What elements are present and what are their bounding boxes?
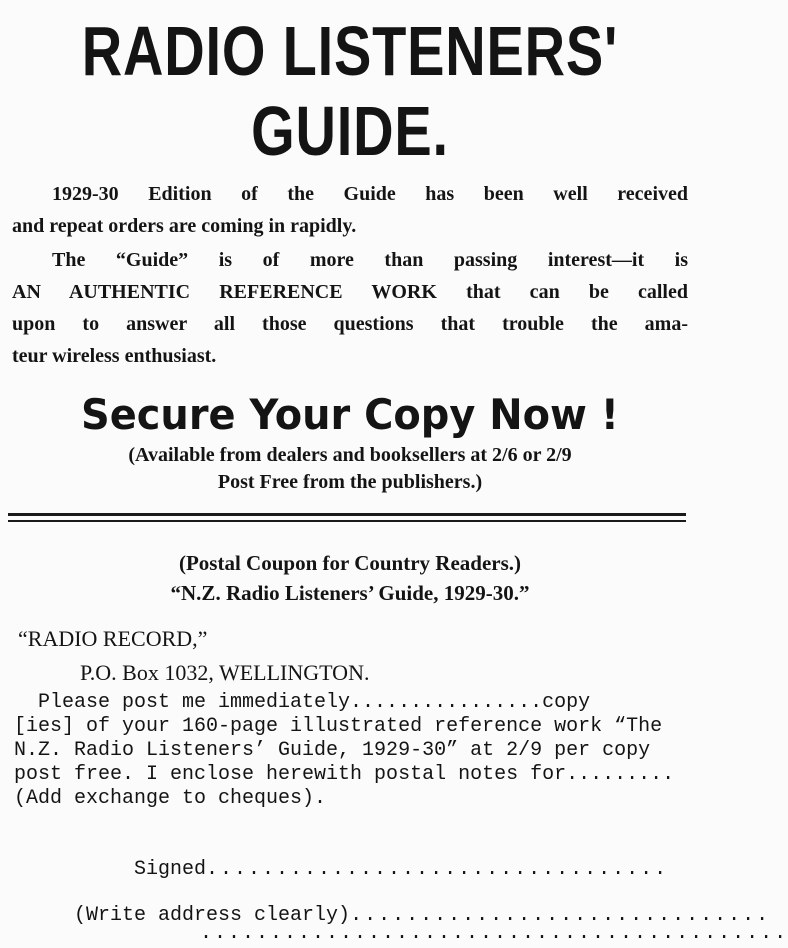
- intro-paragraph-1-line-1: 1929-30 Edition of the Guide has been well received: [52, 183, 688, 205]
- intro-paragraph-2-line-3: upon to answer all those questions that trouble the ama-: [12, 313, 688, 335]
- page-title-line-1: RADIO LISTENERS': [81, 12, 619, 90]
- coupon-order-line-3: N.Z. Radio Listeners’ Guide, 1929-30” at 2/9 per copy: [14, 739, 651, 762]
- coupon-order-line-1: Please post me immediately................copy: [14, 691, 591, 714]
- cta-headline: Secure Your Copy Now !: [80, 390, 619, 439]
- coupon-order-line-5: (Add exchange to cheques).: [14, 787, 327, 810]
- coupon-order-line-2: [ies] of your 160-page illustrated reference work “The: [14, 715, 663, 738]
- intro-paragraph-1: [12, 178, 688, 242]
- intro-paragraph-2: [12, 244, 688, 372]
- extra-dotted-line: ..........................................: [200, 922, 788, 945]
- availability-line-2: Post Free from the publishers.): [217, 471, 483, 493]
- intro-paragraph-2-line-1: The “Guide” is of more than passing interest—it is: [52, 249, 688, 271]
- address-dotted-line: ..............................: [350, 904, 771, 927]
- signed-field: [110, 834, 668, 882]
- address-field: [50, 880, 770, 928]
- intro-paragraph-1-line-2: and repeat orders are coming in rapidly.: [12, 215, 357, 237]
- signed-label: Signed: [134, 858, 207, 881]
- coupon-order-line-4: post free. I enclose herewith postal notes for.........: [14, 763, 675, 786]
- divider-rule-bottom: [8, 520, 686, 522]
- coupon-subheading: “N.Z. Radio Listeners’ Guide, 1929-30.”: [170, 581, 530, 605]
- coupon-address: P.O. Box 1032, WELLINGTON.: [80, 660, 370, 685]
- signed-dotted-line: .................................: [206, 858, 669, 881]
- intro-paragraph-2-line-4: teur wireless enthusiast.: [12, 345, 217, 367]
- address-label: (Write address clearly): [74, 904, 351, 927]
- page-title-line-2: GUIDE.: [251, 92, 449, 170]
- coupon-addressee: “RADIO RECORD,”: [18, 626, 208, 651]
- divider-rule-top: [8, 513, 686, 516]
- availability-line-1: (Available from dealers and booksellers at 2/6 or 2/9: [128, 444, 572, 466]
- coupon-order-text: [14, 691, 674, 811]
- intro-paragraph-2-line-2: AN AUTHENTIC REFERENCE WORK that can be called: [12, 281, 688, 303]
- coupon-heading: (Postal Coupon for Country Readers.): [178, 551, 522, 575]
